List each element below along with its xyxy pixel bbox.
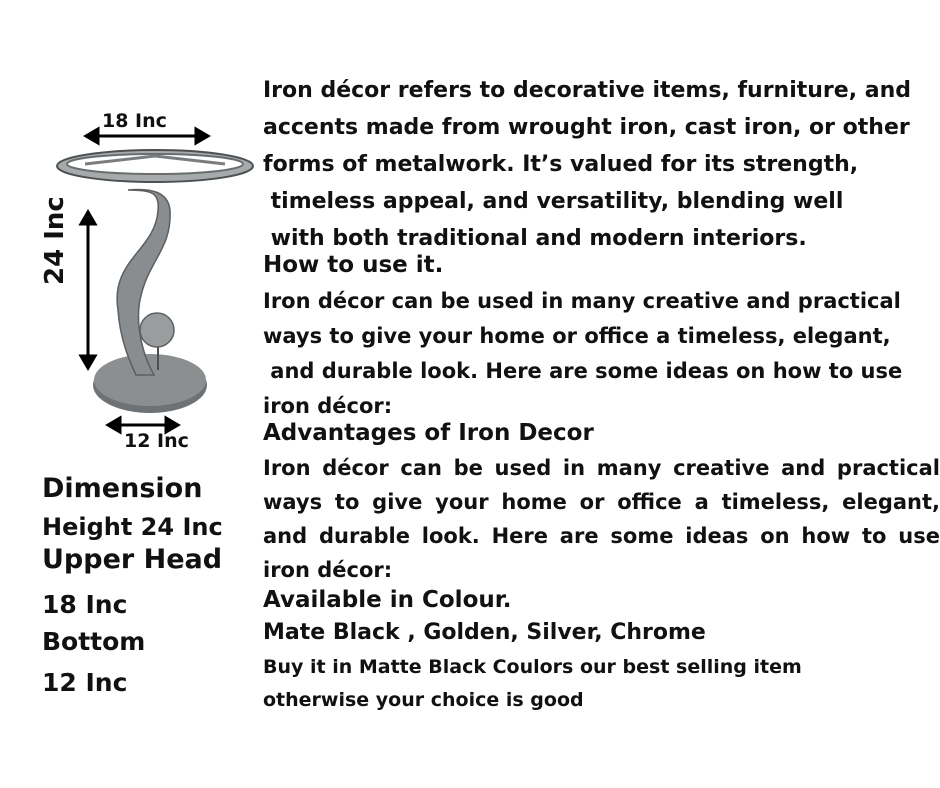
spec-dimension-heading: Dimension	[42, 473, 203, 504]
colours-note	[263, 651, 802, 717]
advantages-heading: Advantages of Iron Decor	[263, 420, 594, 446]
colours-list: Mate Black , Golden, Silver, Chrome	[263, 620, 706, 645]
height-dimension-label: 24 Inc	[40, 196, 70, 285]
colours-note-line: Buy it in Matte Black Coulors our best selling item	[263, 656, 802, 678]
how-to-use-paragraph	[263, 284, 902, 424]
advantages-line: Iron décor can be used in many creative and practical	[263, 456, 940, 480]
how-to-use-line: iron décor:	[263, 394, 393, 418]
intro-line: accents made from wrought iron, cast iron, or other	[263, 115, 910, 140]
spec-upper-head-label: Upper Head	[42, 544, 223, 575]
intro-line: Iron décor refers to decorative items, furniture, and	[263, 78, 911, 103]
table-leg	[117, 190, 170, 375]
intro-line: with both traditional and modern interiors.	[263, 226, 807, 251]
height-dimension-arrow	[81, 212, 95, 368]
pendulum-disc	[140, 313, 174, 347]
how-to-use-line: and durable look. Here are some ideas on how to use	[263, 359, 903, 383]
spec-upper-head-value: 18 Inc	[42, 590, 128, 619]
advantages-paragraph	[263, 451, 940, 587]
intro-paragraph	[263, 72, 911, 257]
how-to-use-heading: How to use it.	[263, 252, 444, 278]
spec-height: Height 24 Inc	[42, 513, 223, 541]
advantages-line: iron décor:	[263, 558, 393, 582]
top-dimension-label: 18 Inc	[102, 110, 167, 132]
colours-note-line: otherwise your choice is good	[263, 689, 584, 711]
colours-heading: Available in Colour.	[263, 587, 512, 613]
advantages-line: ways to give your home or office a timeless, elegant,	[263, 490, 940, 514]
product-image	[40, 100, 270, 450]
intro-line: timeless appeal, and versatility, blending well	[263, 189, 844, 214]
advantages-line: and durable look. Here are some ideas on how to use	[263, 524, 940, 548]
intro-line: forms of metalwork. It’s valued for its strength,	[263, 152, 859, 177]
spec-bottom-label: Bottom	[42, 627, 146, 656]
bottom-dimension-label: 12 Inc	[124, 430, 189, 452]
spec-bottom-value: 12 Inc	[42, 668, 128, 697]
how-to-use-line: ways to give your home or office a timeless, elegant,	[263, 324, 891, 348]
how-to-use-line: Iron décor can be used in many creative and practical	[263, 289, 901, 313]
